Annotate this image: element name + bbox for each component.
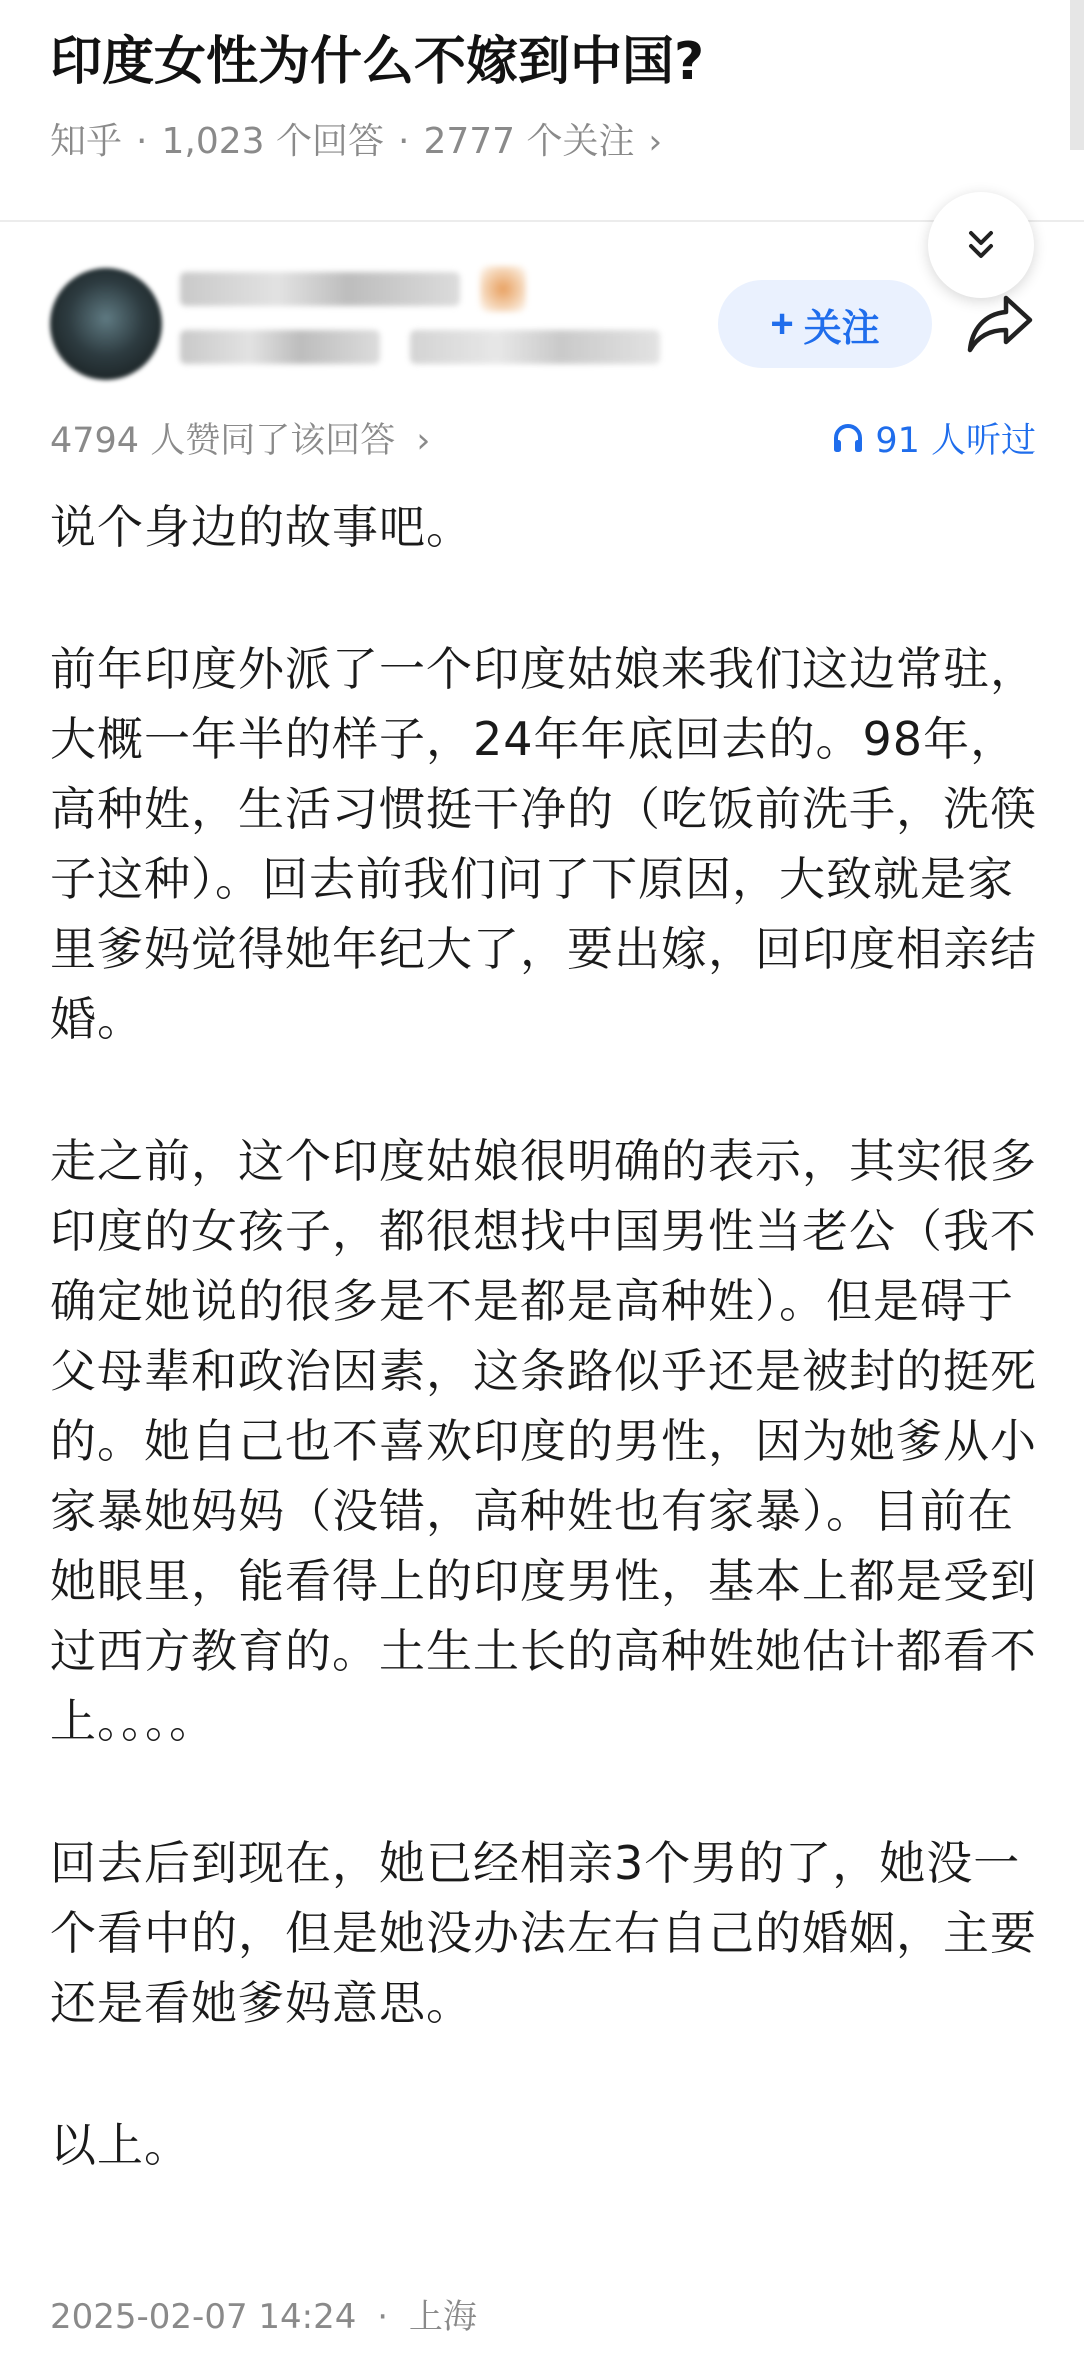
upvote-count: 4794 人赞同了该回答 [50,421,396,461]
meta-separator: · [136,121,148,162]
headphones-icon [831,421,865,455]
answer-footer [50,2292,477,2342]
answer-paragraph: 回去后到现在，她已经相亲3个男的了，她没一个看中的，但是她没办法左右自己的婚姻，主要还是看她爹妈意思。 [50,1836,1037,2030]
answer-paragraph: 以上。 [50,2118,191,2172]
footer-separator: · [377,2297,389,2337]
share-arrow-icon[interactable] [964,290,1036,356]
avatar[interactable] [50,268,162,380]
publish-location: 上海 [408,2297,477,2337]
scrollbar[interactable] [1070,0,1084,150]
answer-count: 1,023 个回答 [161,121,384,162]
answer-paragraph: 前年印度外派了一个印度姑娘来我们这边常驻，大概一年半的样子，24年年底回去的。98年，高种姓，生活习惯挺干净的（吃饭前洗手，洗筷子这种）。回去前我们问了下原因，大致就是家里爹妈觉得她年纪大了，要出嫁，回印度相亲结婚。 [50,642,1037,1046]
chevron-right-icon: › [416,421,431,461]
upvote-summary[interactable] [50,413,430,463]
source-label: 知乎 [50,121,123,162]
listen-count: 91 人听过 [875,421,1036,461]
question-meta[interactable] [50,112,662,172]
author-info-blurred[interactable] [180,262,700,382]
publish-date: 2025-02-07 14:24 [50,2297,357,2337]
follow-label: 关注 [803,307,880,350]
collapse-button[interactable] [928,192,1034,298]
stats-row [50,408,1036,468]
listen-count-link[interactable] [831,413,1036,463]
question-title[interactable]: 印度女性为什么不嫁到中国? [50,32,705,92]
answer-paragraph: 走之前，这个印度姑娘很明确的表示，其实很多印度的女孩子，都很想找中国男性当老公（我不确定她说的很多是不是都是高种姓）。但是碍于父母辈和政治因素，这条路似乎还是被封的挺死的。她自己也不喜欢印度的男性，因为她爹从小家暴她妈妈（没错，高种姓也有家暴）。目前在她眼里，能看得上的印度男性，基本上都是受到过西方教育的。土生土长的高种姓她估计都看不上。。。。 [50,1134,1037,1748]
meta-separator: · [397,121,410,162]
answer-paragraph: 说个身边的故事吧。 [50,500,473,554]
author-badge-blurred [480,266,526,312]
follow-button[interactable] [718,280,932,368]
answer-content [50,492,1040,2180]
divider [0,220,1084,222]
author-bio-blurred [410,330,660,364]
chevron-right-icon: › [648,122,663,162]
follower-count: 2777 个关注 [423,121,635,162]
plus-icon: + [770,301,794,346]
double-chevron-down-icon [961,225,1001,265]
author-bio-blurred [180,330,380,364]
author-name-blurred [180,272,460,306]
